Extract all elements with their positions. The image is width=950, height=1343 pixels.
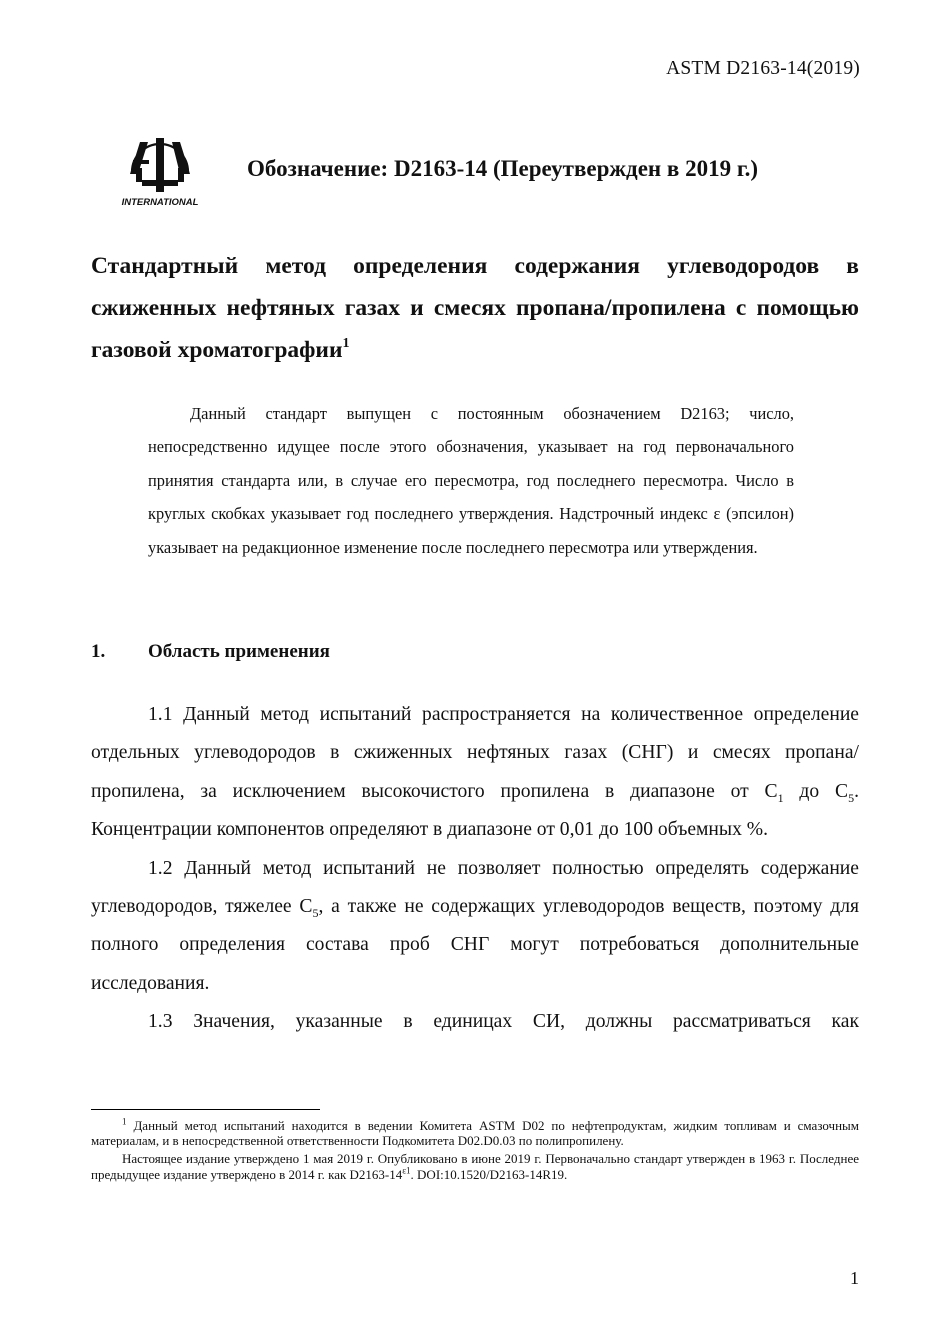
paragraph-1-2: 1.2 Данный метод испытаний не позволяет полностью определять содержание углеводородов, тяжелее $C_5$, а также не содержащих углеводородов веществ, поэтому для полного определения состава проб СНГ могут потребоваться дополнительные исследования.	[91, 857, 859, 994]
paragraph-1-3: 1.3 Значения, указанные в единицах СИ, должны рассматриваться как	[148, 1011, 859, 1033]
astm-international-logo	[118, 128, 202, 210]
footnote-1: $^1$ Данный метод испытаний находится в ведении Комитета ASTM D02 по нефтепродуктам, жидким топливам и смазочным материалам, и в непосредственной ответственности Подкомитета D02.D0.03 по полипропилену.	[91, 1116, 859, 1149]
document-designation: Обозначение: D2163-14 (Переутвержден в 2019 г.)	[247, 156, 759, 181]
section-heading	[91, 641, 330, 663]
footnotes	[91, 1118, 859, 1185]
section-body	[91, 696, 859, 1042]
designation-notice: Данный стандарт выпущен с постоянным обозначением D2163; число, непосредственно идущее после этого обозначения, указывает на год первоначального принятия стандарта или, в случае его пересмотра, год последнего пересмотра. Число в круглых скобках указывает год последнего утверждения. Надстрочный индекс ε (эпсилон) указывает на редакционное изменение после последнего пересмотра или утверждения.	[148, 404, 794, 557]
document-title	[91, 245, 859, 371]
astm-logo-wordmark: INTERNATIONAL	[121, 197, 199, 208]
paragraph-1-1: 1.1 Данный метод испытаний распространяется на количественное определение отдельных углеводородов в сжиженных нефтяных газах (СНГ) и смесях пропана/пропилена, за исключением высокочистого пропилена в диапазоне от $C_1$ до $C_5$. Концентрации компонентов определяют в диапазоне от 0,01 до 100 объемных %.	[91, 704, 859, 841]
standard-code-header: ASTM D2163-14(2019)	[666, 58, 860, 79]
document-title-text: Стандартный метод определения содержания углеводородов в сжиженных нефтяных газах и смесях пропана/пропилена с помощью газовой хроматографии	[91, 253, 859, 363]
section-number: 1.	[91, 641, 106, 662]
page-number: 1	[850, 1268, 859, 1288]
footnote-divider	[91, 1109, 320, 1110]
title-footnote-mark: 1	[342, 336, 350, 352]
section-title: Область применения	[148, 641, 330, 662]
footnote-edition: Настоящее издание утверждено 1 мая 2019 г. Опубликовано в июне 2019 г. Первоначально стандарт утвержден в 1963 г. Последнее предыдущее издание утверждено в 2014 г. как $D2163-14^{\varepsilon 1}$. DOI:10.1520/D2163-14R19.	[91, 1151, 859, 1182]
